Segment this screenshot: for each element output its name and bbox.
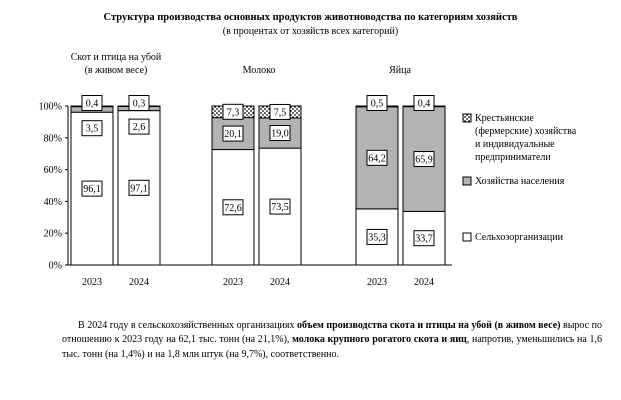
data-label: 35,3 (368, 232, 386, 244)
group-label: Молоко (242, 65, 276, 76)
summary-paragraph (62, 319, 602, 362)
y-tick-label: 40% (43, 196, 62, 208)
y-tick-label: 100% (38, 101, 62, 113)
legend-label: (фермерские) хозяйства (475, 126, 577, 137)
para-bold-1: объем производства скота и птицы на убой (в живом весе) (297, 320, 561, 331)
legend-label: Крестьянские (475, 113, 534, 124)
data-label: 7,3 (226, 107, 240, 119)
data-label: 72,6 (224, 202, 242, 214)
legend-label: предприниматели (475, 152, 551, 163)
data-label: 64,2 (368, 153, 386, 165)
legend-label: Сельхозорганизации (475, 232, 563, 243)
data-label: 96,1 (83, 184, 101, 196)
x-tick-label: 2024 (270, 277, 290, 288)
x-tick-label: 2023 (367, 277, 387, 288)
y-tick-label: 80% (43, 133, 62, 145)
para-text-1: В 2024 году в сельскохозяйственных организациях (78, 320, 298, 331)
x-tick-label: 2024 (129, 277, 149, 288)
group-label: (в живом весе) (84, 65, 148, 76)
x-tick-label: 2024 (414, 277, 434, 288)
data-label: 3,5 (85, 123, 99, 135)
para-text-3: , напротив, уменьшились на 1,6 тыс. тонн (на 1,4%) и на 1,8 млн штук (на 9,7%), соответственно. (62, 334, 603, 360)
y-tick-label: 20% (43, 228, 62, 240)
group-label: Скот и птица на убой (70, 52, 162, 63)
data-label: 19,0 (271, 128, 289, 140)
data-label: 0,5 (370, 98, 384, 110)
y-tick-label: 0% (48, 260, 62, 272)
legend-swatch (463, 177, 471, 185)
data-label: 97,1 (130, 183, 148, 195)
x-tick-label: 2023 (223, 277, 243, 288)
data-label: 0,4 (417, 98, 431, 110)
group-label: Яйца (389, 65, 411, 76)
legend-swatch (463, 233, 471, 241)
data-label: 73,5 (271, 202, 289, 214)
x-tick-label: 2023 (82, 277, 102, 288)
legend-swatch (463, 114, 471, 122)
chart-title: Структура производства основных продуктов животноводства по категориям хозяйств (103, 12, 518, 23)
legend-label: Хозяйства населения (475, 176, 565, 187)
data-label: 0,4 (85, 98, 99, 110)
y-tick-label: 60% (43, 165, 62, 177)
legend-label: и индивидуальные (475, 139, 555, 150)
para-text-2: вырос по отношению к 2023 году на 62,1 тыс. тонн (на 21,1%), (62, 320, 602, 346)
data-label: 33,7 (415, 233, 433, 245)
para-bold-2: молока крупного рогатого скота и яиц (292, 334, 467, 346)
data-label: 7,5 (273, 107, 287, 119)
data-label: 0,3 (132, 98, 146, 110)
data-label: 20,1 (224, 129, 242, 141)
data-label: 2,6 (132, 122, 146, 134)
data-label: 65,9 (415, 154, 433, 166)
chart-subtitle: (в процентах от хозяйств всех категорий) (222, 26, 399, 37)
